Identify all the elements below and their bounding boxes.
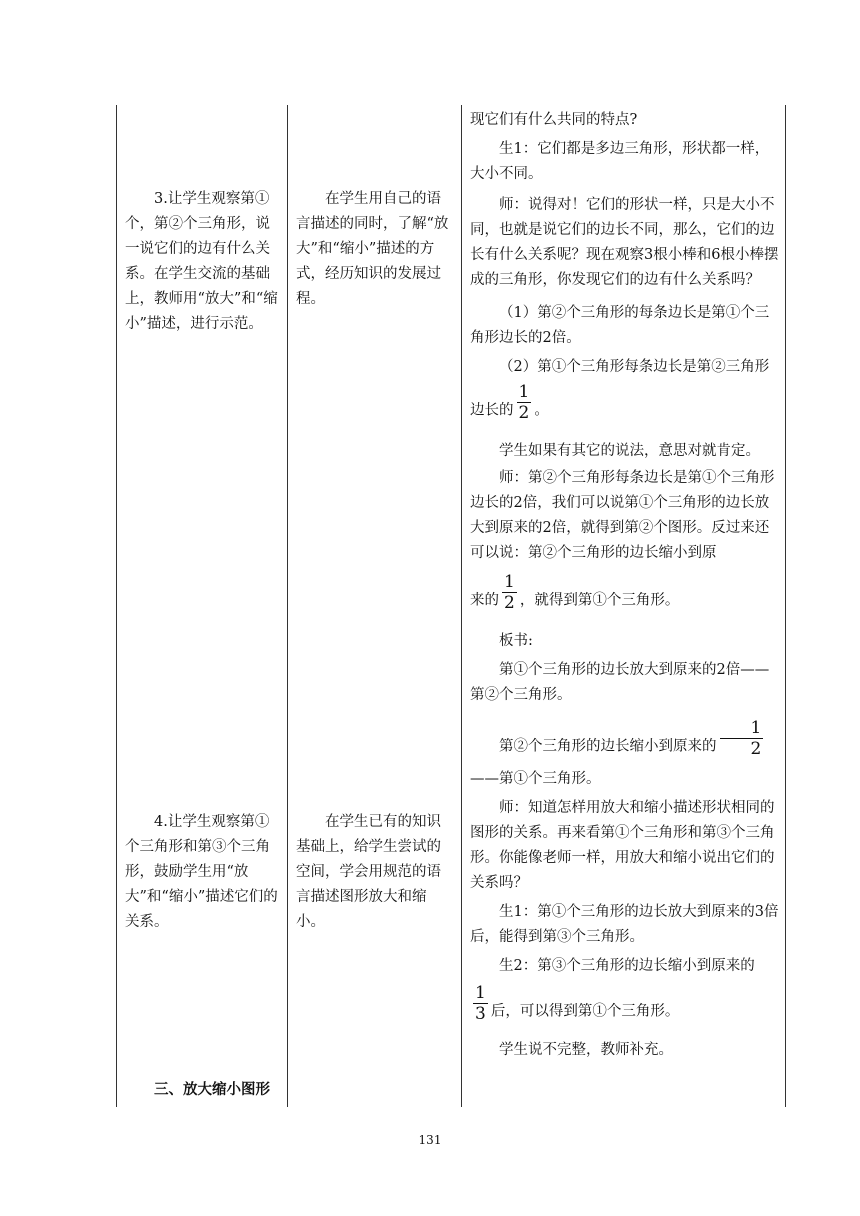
teacher-explanation-cont (470, 572, 780, 621)
affirm-note: 学生如果有其它的说法，意思对就肯定。 (499, 443, 760, 459)
col1-step4: 4.让学生观察第①个三角形和第③个三角形，鼓励学生用“放大”和“缩小”描述它们的关系。 (125, 814, 278, 930)
student-1-response: 生1：第①个三角形的边长放大到原来的3倍后，能得到第③个三角形。 (470, 904, 779, 945)
fraction-third (473, 983, 488, 1024)
teacher-question: 师：说得对！它们的形状一样，只是大小不同，也就是说它们的边长不同，那么，它们的边长有什么关系呢？现在观察3根小棒和6根小棒摆成的三角形，你发现它们的边有什么关系吗？ (470, 197, 779, 288)
student-2-response-cont (470, 983, 780, 1032)
fraction-numerator: 1 (720, 718, 764, 739)
fraction-half (502, 572, 517, 613)
teacher-explanation: 师：第②个三角形每条边长是第①个三角形边长的2倍，我们可以说第①个三角形的边长放大到原来的2倍，就得到第②个图形。反过来还可以说：第②个三角形的边长缩小到原 (470, 470, 775, 561)
text: 第②个三角形的边长缩小到原来的 (499, 738, 717, 755)
table-col-divider-1 (287, 105, 288, 1107)
fraction-denominator: 2 (504, 593, 515, 613)
point-2-cont (470, 382, 780, 431)
teacher-supplement: 学生说不完整，教师补充。 (499, 1042, 673, 1058)
page-number: 131 (418, 1133, 442, 1147)
fraction-numerator: 1 (504, 572, 515, 592)
table-left-border (116, 105, 117, 1107)
col2-intent-1: 在学生用自己的语言描述的同时，了解“放大”和“缩小”描述的方式，经历知识的发展过程。 (296, 191, 449, 307)
point-1: （1）第②个三角形的每条边长是第①个三角形边长的2倍。 (470, 305, 770, 346)
text: 来的 (470, 592, 499, 609)
board-line-2 (470, 718, 780, 792)
student-2-response: 生2：第③个三角形的边长缩小到原来的 (499, 958, 755, 974)
teacher-prompt: 师：知道怎样用放大和缩小描述形状相同的图形的关系。再来看第①个三角形和第③个三角形。你能像老师一样，用放大和缩小说出它们的关系吗？ (470, 800, 775, 891)
table-col-divider-2 (461, 105, 462, 1107)
point-2: （2）第①个三角形每条边长是第②三角形 (499, 359, 770, 375)
text: 。 (534, 402, 549, 419)
fraction-numerator: 1 (518, 382, 530, 402)
text: ，就得到第①个三角形。 (519, 592, 680, 609)
section-heading: 三、放大缩小图形 (154, 1082, 270, 1098)
fraction-denominator: 2 (750, 739, 762, 759)
col3-content (470, 108, 780, 1063)
text: ——第①个三角形。 (470, 771, 601, 787)
board-line-1: 第①个三角形的边长放大到原来的2倍——第②个三角形。 (470, 662, 770, 703)
student-1-answer: 生1：它们都是多边三角形，形状都一样，大小不同。 (470, 141, 770, 182)
fraction-denominator: 2 (518, 403, 530, 423)
fraction-numerator: 1 (475, 983, 486, 1003)
line-question: 现它们有什么共同的特点? (470, 112, 638, 128)
col2-intent-2: 在学生已有的知识基础上，给学生尝试的空间，学会用规范的语言描述图形放大和缩小。 (296, 814, 441, 930)
fraction-half (517, 382, 532, 423)
fraction-denominator: 3 (475, 1004, 486, 1024)
table-right-border (785, 105, 786, 1107)
fraction-half (720, 718, 764, 759)
text: 后，可以得到第①个三角形。 (490, 1003, 680, 1020)
text: 边长的 (470, 402, 514, 419)
board-label: 板书: (499, 633, 533, 649)
col1-step3: 3.让学生观察第①个，第②个三角形，说一说它们的边有什么关系。在学生交流的基础上，教师用“放大”和“缩小”描述，进行示范。 (125, 191, 278, 332)
